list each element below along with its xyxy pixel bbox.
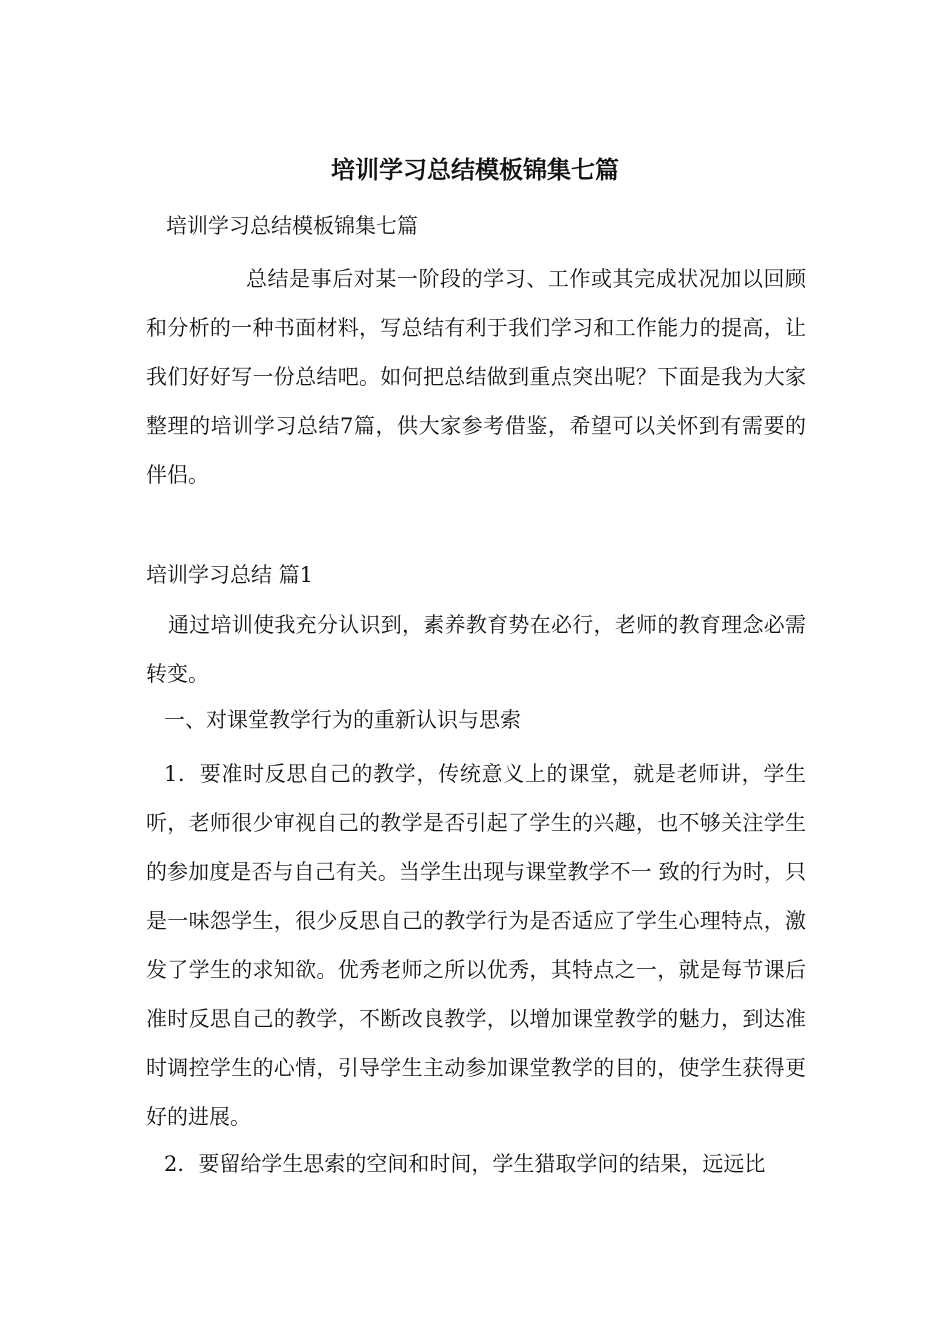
paragraph-1: 通过培训使我充分认识到，素养教育势在必行，老师的教育理念必需转变。 <box>146 613 806 686</box>
section-heading: 培训学习总结 篇1 <box>146 563 314 587</box>
intro-paragraph: 总结是事后对某一阶段的学习、工作或其完成状况加以回顾和分析的一种书面材料，写总结有利于我们学习和工作能力的提高，让我们好好写一份总结吧。如何把总结做到重点突出呢？下面是我为大家整理的培训学习总结7篇，供大家参考借鉴，希望可以关怀到有需要的伴侣。 <box>146 267 806 487</box>
paragraph-3: 2．要留给学生思索的空间和时间，学生猎取学问的结果，远远比 <box>164 1152 766 1176</box>
document-title: 培训学习总结模板锦集七篇 <box>331 156 619 184</box>
subheading-1: 一、对课堂教学行为的重新认识与思索 <box>164 708 521 732</box>
document-subtitle: 培训学习总结模板锦集七篇 <box>166 214 418 238</box>
paragraph-2: 1．要准时反思自己的教学，传统意义上的课堂，就是老师讲，学生听，老师很少审视自己的教学是否引起了学生的兴趣，也不够关注学生的参加度是否与自己有关。当学生出现与课堂教学不一 致的行为时，只是一味怨学生，很少反思自己的教学行为是否适应了学生心理特点，激发了学生的求知欲。优秀老师之所以优秀，其特点之一，就是每节课后准时反思自己的教学，不断改良教学，以增加课堂教学的魅力，到达准时调控学生的心情，引导学生主动参加课堂教学的目的，使学生获得更好的进展。 <box>146 762 806 1129</box>
